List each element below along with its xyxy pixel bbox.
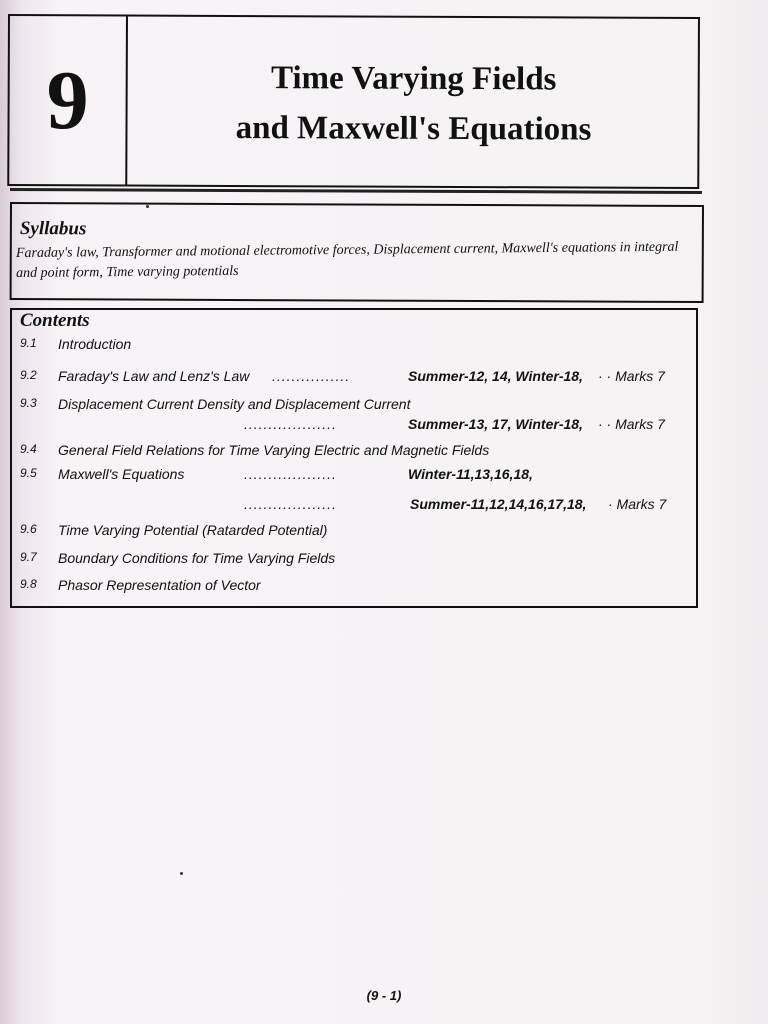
- print-speck: [146, 205, 149, 208]
- chapter-title: [129, 53, 697, 155]
- exam-reference: Summer-11,12,14,16,17,18,: [410, 496, 587, 512]
- print-speck: [180, 872, 183, 875]
- item-number: 9.5: [20, 466, 37, 480]
- item-title: Displacement Current Density and Displacement Current: [58, 396, 411, 412]
- item-title: General Field Relations for Time Varying Electric and Magnetic Fields: [58, 442, 490, 458]
- chapter-header: [7, 14, 700, 189]
- marks-label: · · Marks 7: [598, 368, 665, 384]
- exam-reference: Winter-11,13,16,18,: [408, 466, 533, 482]
- leader-dots: ...................: [244, 416, 337, 432]
- item-title: Time Varying Potential (Ratarded Potential): [58, 522, 328, 538]
- item-title: Phasor Representation of Vector: [58, 577, 261, 593]
- exam-reference: Summer-13, 17, Winter-18,: [408, 416, 583, 432]
- marks-label: · · Marks 7: [598, 416, 665, 432]
- marks-label: · Marks 7: [608, 496, 667, 512]
- item-title: Introduction: [58, 336, 132, 352]
- item-number: 9.1: [20, 336, 37, 350]
- syllabus-box: [10, 202, 704, 303]
- item-title: Maxwell's Equations: [58, 466, 185, 482]
- syllabus-text: Faraday's law, Transformer and motional electromotive forces, Displacement current, Maxwell's equations in integral and point form, Time varying potentials: [15, 239, 679, 282]
- leader-dots: ...................: [244, 466, 337, 482]
- contents-heading: Contents: [20, 310, 90, 331]
- leader-dots: ................: [272, 368, 351, 384]
- item-number: 9.8: [20, 577, 37, 591]
- syllabus-heading: Syllabus: [19, 218, 87, 240]
- chapter-number-cell: [9, 16, 128, 185]
- leader-dots: ...................: [244, 496, 337, 512]
- chapter-title-line2: and Maxwell's Equations: [235, 109, 592, 148]
- item-title: Faraday's Law and Lenz's Law: [58, 368, 250, 384]
- chapter-title-line1: Time Varying Fields: [270, 60, 557, 98]
- page-number: (9 - 1): [366, 988, 402, 1003]
- item-number: 9.6: [20, 522, 37, 536]
- item-number: 9.2: [20, 368, 37, 382]
- header-divider: [10, 188, 702, 194]
- item-number: 9.3: [20, 396, 37, 410]
- item-title: Boundary Conditions for Time Varying Fields: [58, 550, 336, 566]
- item-number: 9.7: [20, 550, 37, 564]
- exam-reference: Summer-12, 14, Winter-18,: [408, 368, 583, 384]
- contents-box: [10, 308, 698, 608]
- chapter-number: 9: [46, 53, 89, 147]
- item-number: 9.4: [20, 442, 37, 456]
